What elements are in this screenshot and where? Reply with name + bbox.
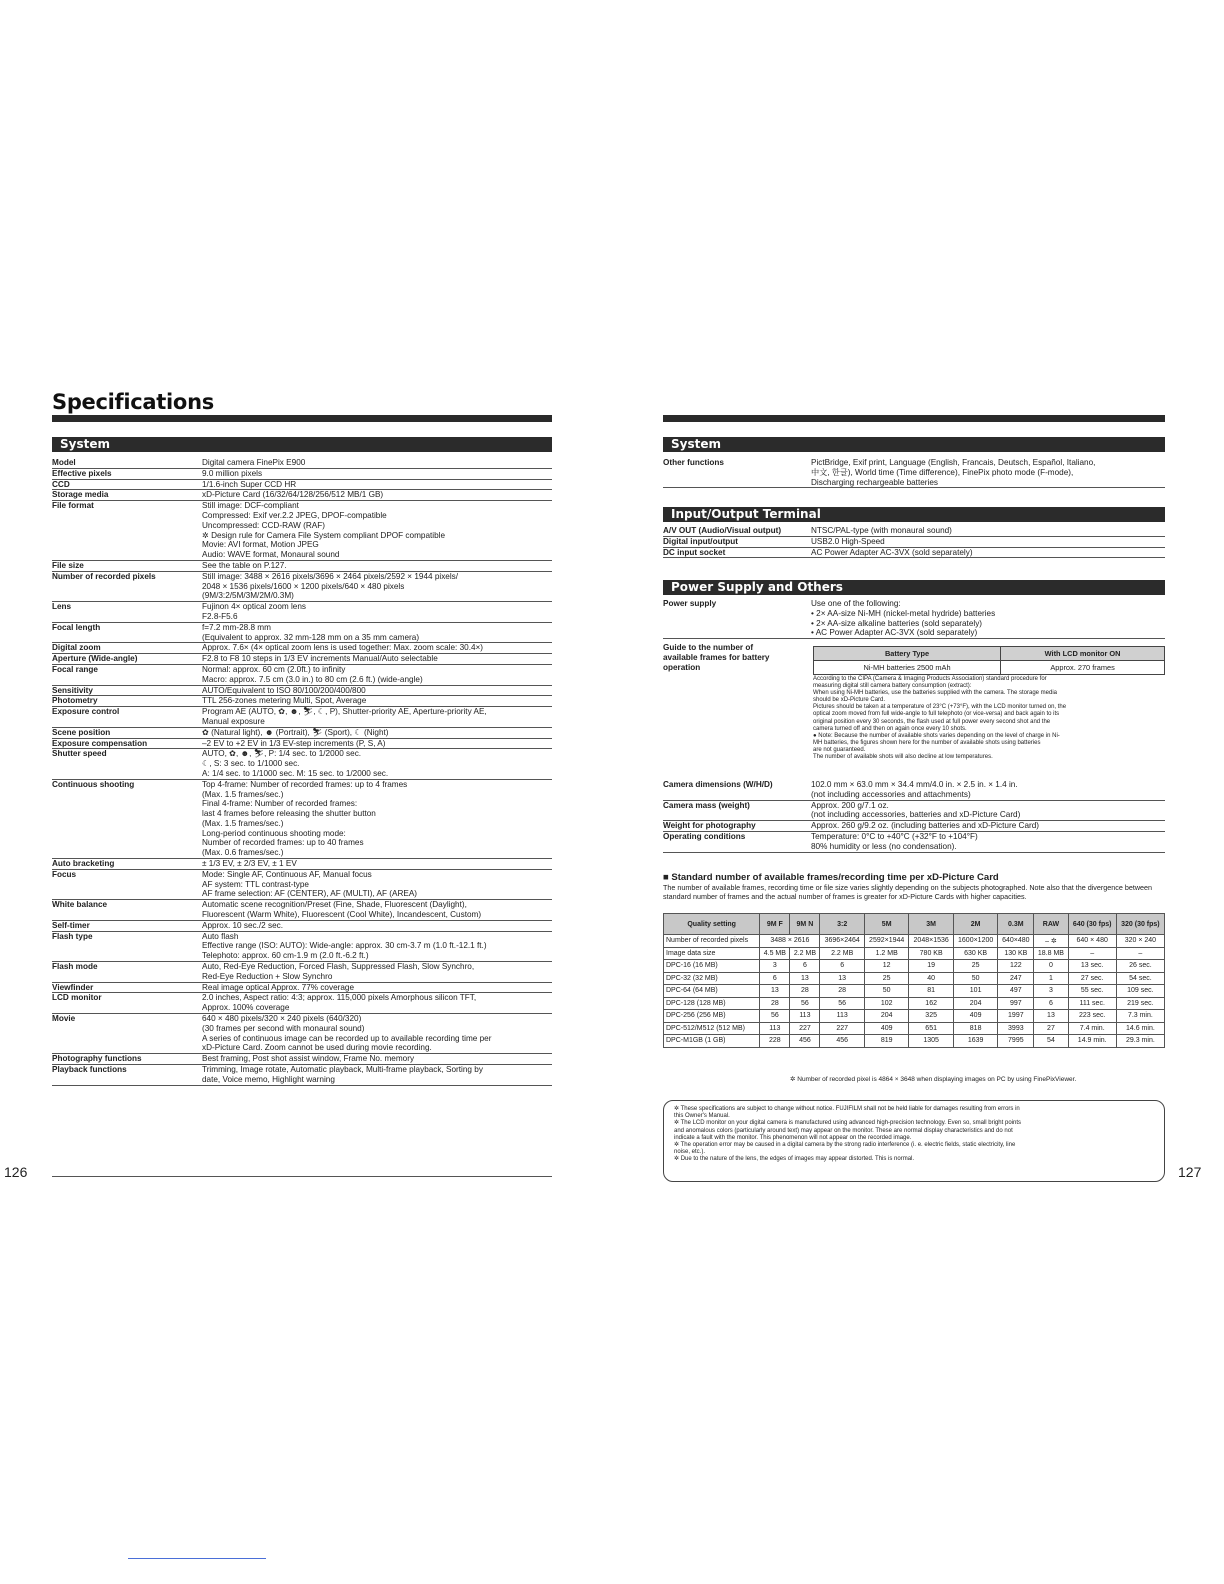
table-cell: – [1116, 947, 1164, 960]
guide-label-block [663, 643, 808, 672]
table-cell: 28 [790, 985, 820, 998]
spec-key: Aperture (Wide-angle) [52, 654, 138, 664]
table-cell: 7995 [998, 1035, 1034, 1048]
spec-key: Model [52, 458, 76, 467]
spec-key: Self-timer [52, 920, 90, 930]
table-cell: 113 [820, 1010, 864, 1023]
table-cell: 6 [790, 960, 820, 973]
capacity-header: 9M F [760, 914, 790, 935]
power-rest-list [663, 780, 1165, 853]
battery-header-lcd: With LCD monitor ON [1001, 647, 1165, 661]
table-cell: 54 [1034, 1035, 1068, 1048]
spec-value: TTL 256-zones metering Multi, Spot, Average [202, 696, 367, 706]
table-row [664, 935, 1165, 948]
spec-key: Exposure compensation [52, 738, 148, 748]
spec-value: ✿ (Natural light), ☻ (Portrait), ⛷ (Sport), ☾ (Night) [202, 727, 389, 737]
spec-row [52, 561, 552, 572]
spec-row [52, 859, 552, 870]
table-cell: 13 sec. [1068, 960, 1116, 973]
table-cell: 56 [760, 1010, 790, 1023]
table-cell: 204 [953, 997, 997, 1010]
table-cell: 997 [998, 997, 1034, 1010]
spec-value: Real image optical Approx. 77% coverage [202, 982, 355, 992]
table-cell: 0 [1034, 960, 1068, 973]
spec-value: Digital camera FinePix E900 [202, 458, 306, 467]
table-cell: 102 [864, 997, 908, 1010]
table-cell: 50 [864, 985, 908, 998]
table-cell: 818 [953, 1022, 997, 1035]
spec-key: Weight for photography [663, 821, 756, 831]
table-cell: 28 [820, 985, 864, 998]
capacity-header: 9M N [790, 914, 820, 935]
spec-row [52, 602, 552, 623]
table-cell: 3696×2464 [820, 935, 864, 948]
table-cell: 6 [1034, 997, 1068, 1010]
table-cell: 1 [1034, 972, 1068, 985]
table-cell: 227 [820, 1022, 864, 1035]
spec-key: Photography functions [52, 1054, 142, 1064]
table-cell: 4.5 MB [760, 947, 790, 960]
table-cell: Image data size [664, 947, 760, 960]
table-row [664, 997, 1165, 1010]
spec-key: Other functions [663, 458, 724, 467]
spec-key: Digital input/output [663, 536, 739, 546]
spec-value: Normal: approx. 60 cm (2.0ft.) to infinity Macro: approx. 7.5 cm (3.0 in.) to 80 cm (2.6 ft.) (wide-angle) [202, 664, 423, 684]
spec-row [663, 832, 1165, 853]
spec-key: Lens [52, 602, 72, 612]
spec-row [52, 469, 552, 480]
spec-row [52, 665, 552, 686]
spec-value: F2.8 to F8 10 steps in 1/3 EV increments Manual/Auto selectable [202, 654, 438, 664]
spec-value: xD-Picture Card (16/32/64/128/256/512 MB/1 GB) [202, 490, 384, 500]
spec-key: Camera mass (weight) [663, 800, 750, 810]
spec-key: Continuous shooting [52, 779, 135, 789]
spec-row [52, 572, 552, 602]
table-cell: 7.3 min. [1116, 1010, 1164, 1023]
table-cell: 409 [864, 1022, 908, 1035]
table-cell: 2.2 MB [820, 947, 864, 960]
table-cell: 640×480 [998, 935, 1034, 948]
table-cell: 27 sec. [1068, 972, 1116, 985]
spec-key: Auto bracketing [52, 859, 115, 869]
table-cell: 113 [790, 1010, 820, 1023]
capacity-table [663, 913, 1165, 1048]
section-head-system-right: System [663, 437, 1165, 452]
table-cell: 640 × 480 [1068, 935, 1116, 948]
table-cell: 13 [820, 972, 864, 985]
table-cell: 2592×1944 [864, 935, 908, 948]
table-cell: DPC-64 (64 MB) [664, 985, 760, 998]
spec-value: Approx. 10 sec./2 sec. [202, 920, 284, 930]
spec-value: Top 4-frame: Number of recorded frames: up to 4 frames (Max. 1.5 frames/sec.) Final 4-frame: Number of recorded frames: last 4 frames before releasing the shutter button (Max. 1.5 frames/sec.) Long-period continuous shooting mode: Number of recorded frames: up to 40 frames (Max. 0.6 frames/sec.) [202, 779, 408, 858]
spec-value: AC Power Adapter AC-3VX (sold separately) [811, 547, 973, 557]
spec-key: Number of recorded pixels [52, 571, 156, 581]
spec-row [52, 1065, 552, 1086]
spec-row [52, 932, 552, 962]
spec-value: Mode: Single AF, Continuous AF, Manual focus AF system: TTL contrast-type AF frame selection: AF (CENTER), AF (MULTI), AF (AREA) [202, 869, 418, 899]
spec-key: Photometry [52, 696, 98, 706]
table-cell: DPC-256 (256 MB) [664, 1010, 760, 1023]
right-system-list [663, 458, 1165, 488]
spec-key: Camera dimensions (W/H/D) [663, 780, 773, 789]
spec-key: A/V OUT (Audio/Visual output) [663, 526, 782, 535]
battery-type: Ni-MH batteries 2500 mAh [814, 661, 1001, 675]
spec-value: NTSC/PAL-type (with monaural sound) [811, 526, 952, 535]
table-cell: 819 [864, 1035, 908, 1048]
spec-value: Still image: 3488 × 2616 pixels/3696 × 2464 pixels/2592 × 1944 pixels/ 2048 × 1536 pixels/1600 × 1200 pixels/640 × 480 pixels (9M/3:2/5M/3M/2M/0.3M) [202, 571, 459, 601]
spec-row [52, 983, 552, 994]
spec-row [52, 962, 552, 983]
spec-key: Storage media [52, 490, 109, 500]
spec-key: Focus [52, 869, 77, 879]
spec-value: AUTO, ✿, ☻, ⛷, P: 1/4 sec. to 1/2000 sec. ☾, S: 3 sec. to 1/1000 sec. A: 1/4 sec. to 1/1000 sec. M: 15 sec. to 1/2000 sec. [202, 749, 389, 778]
spec-row [52, 458, 552, 469]
spec-value: Fujinon 4× optical zoom lens F2.8-F5.6 [202, 602, 306, 621]
spec-key: Operating conditions [663, 831, 746, 841]
left-bottom-line [52, 1176, 552, 1177]
right-top-rule [663, 415, 1165, 422]
spec-value: Temperature: 0°C to +40°C (+32°F to +104°F) 80% humidity or less (no condensation). [811, 831, 978, 851]
spec-row [52, 993, 552, 1014]
spec-row [52, 739, 552, 750]
table-row [664, 1010, 1165, 1023]
spec-key: File size [52, 560, 84, 570]
capacity-header: 320 (30 fps) [1116, 914, 1164, 935]
std-text: The number of available frames, recording time or file size varies slightly depending on the subjects photographed. Note also that the divergence between standard number of frames and the actual number of frames is greater for xD-Picture Cards with higher capacities. [663, 883, 1153, 901]
spec-row [52, 696, 552, 707]
battery-notes: According to the CIPA (Camera & Imaging Products Association) standard procedure for measuring digital still camera battery consumption (extract): When using Ni-MH batteries, use the batteries supplied with the camera. The storage media should be xD-Picture Card. Pictures should be taken at a temperature of 23°C (+73°F), with the LCD monitor turned on, the optical zoom moved from full wide-angle to full telephoto (or vice-versa) and back again to its original position every 30 seconds, the flash used at full power every second shot and the camera turned off and then on again once every 10 shots. ● Note: Because the number of available shots varies depending on the level of charge in Ni- MH batteries, the figures shown here for the number of available shots using batteries are not guaranteed. The number of available shots will also decline at low temperatures. [813, 676, 1067, 761]
table-cell: 28 [760, 997, 790, 1010]
table-row [664, 972, 1165, 985]
spec-row [663, 801, 1165, 822]
table-cell: 630 KB [953, 947, 997, 960]
table-cell: DPC-M1GB (1 GB) [664, 1035, 760, 1048]
table-row [664, 1022, 1165, 1035]
table-cell: 780 KB [909, 947, 953, 960]
table-cell: 3993 [998, 1022, 1034, 1035]
spec-row [52, 900, 552, 921]
spec-row [52, 707, 552, 728]
table-cell: 14.9 min. [1068, 1035, 1116, 1048]
spec-key: Viewfinder [52, 982, 94, 992]
table-cell: 29.3 min. [1116, 1035, 1164, 1048]
table-cell: 56 [820, 997, 864, 1010]
spec-key: LCD monitor [52, 993, 102, 1003]
capacity-header: 0.3M [998, 914, 1034, 935]
table-cell: 3488 × 2616 [760, 935, 820, 948]
table-cell: 204 [864, 1010, 908, 1023]
table-cell: DPC-512/M512 (512 MB) [664, 1022, 760, 1035]
table-cell: DPC-16 (16 MB) [664, 960, 760, 973]
spec-row [663, 780, 1165, 801]
battery-table [813, 646, 1165, 675]
table-cell: – [1068, 947, 1116, 960]
spec-value: Auto flash Effective range (ISO: AUTO): Wide-angle: approx. 30 cm-3.7 m (1.0 ft.-12.1 ft.) Telephoto: approx. 60 cm-1.9 m (2.0 ft.-6.2 ft.) [202, 931, 487, 961]
table-cell: 18.8 MB [1034, 947, 1068, 960]
table-cell: 25 [953, 960, 997, 973]
spec-row [52, 490, 552, 501]
table-cell: 54 sec. [1116, 972, 1164, 985]
table-row [664, 985, 1165, 998]
page-number-right: 127 [1178, 1164, 1202, 1180]
spec-value: Approx. 260 g/9.2 oz. (including batteries and xD-Picture Card) [811, 821, 1040, 831]
power-supply-key: Power supply [663, 599, 717, 608]
spec-value: Automatic scene recognition/Preset (Fine, Shade, Fluorescent (Daylight), Fluorescent (Warm White), Fluorescent (Cool White), Incandescent, Custom) [202, 900, 482, 920]
spec-key: Playback functions [52, 1065, 127, 1075]
spec-key: Digital zoom [52, 643, 101, 653]
left-spec-list [52, 458, 552, 1086]
table-cell: 227 [790, 1022, 820, 1035]
table-cell: 81 [909, 985, 953, 998]
table-cell: 14.6 min. [1116, 1022, 1164, 1035]
spec-key: Scene position [52, 727, 111, 737]
table-cell: 101 [953, 985, 997, 998]
section-head-power: Power Supply and Others [663, 580, 1165, 595]
table-cell: 19 [909, 960, 953, 973]
table-cell: 1997 [998, 1010, 1034, 1023]
spec-row [52, 480, 552, 491]
spec-row [52, 1054, 552, 1065]
table-row [664, 960, 1165, 973]
table-cell: DPC-32 (32 MB) [664, 972, 760, 985]
table-cell: 162 [909, 997, 953, 1010]
table-row [664, 1035, 1165, 1048]
table-cell: 1.2 MB [864, 947, 908, 960]
table-cell: 2048×1536 [909, 935, 953, 948]
std-title: ■ Standard number of available frames/recording time per xD-Picture Card [663, 872, 999, 883]
spec-value: PictBridge, Exif print, Language (English, Francais, Deutsch, Español, Italiano, 中文, 한글), World time (Time difference), FinePix photo mode (F-mode), Discharging rechargeable batteries [811, 458, 1096, 487]
spec-key: Effective pixels [52, 468, 112, 478]
section-head-system: System [52, 437, 552, 452]
battery-frames: Approx. 270 frames [1001, 661, 1165, 675]
note-box: ✲ These specifications are subject to change without notice. FUJIFILM shall not be held liable for damages resulting from errors in this Owner's Manual. ✲ The LCD monitor on your digital camera is manufactured using advanced high-precision technology. Even so, small bright points and anomalous colors (particularly around text) may appear on the monitor. These are normal display characteristics and do not indicate a fault with the monitor. This phenomenon will not appear on the recorded image. ✲ The operation error may be caused in a digital camera by the strong radio interference (i. e. electric fields, static electricity, line noise, etc.). ✲ Due to the nature of the lens, the edges of images may appear distorted. This is normal. [663, 1100, 1165, 1182]
table-cell: 13 [1034, 1010, 1068, 1023]
capacity-header: 640 (30 fps) [1068, 914, 1116, 935]
spec-key: Movie [52, 1014, 76, 1024]
page-number-left: 126 [4, 1164, 28, 1180]
table-cell: 7.4 min. [1068, 1022, 1116, 1035]
battery-header-type: Battery Type [814, 647, 1001, 661]
table-cell: 25 [864, 972, 908, 985]
spec-key: Exposure control [52, 707, 120, 717]
table-cell: 56 [790, 997, 820, 1010]
spec-value: Approx. 200 g/7.1 oz. (not including accessories, batteries and xD-Picture Card) [811, 800, 1021, 820]
spec-value: Trimming, Image rotate, Automatic playback, Multi-frame playback, Sorting by date, Voice memo, Highlight warning [202, 1065, 483, 1084]
power-supply-value: Use one of the following: • 2× AA-size Ni-MH (nickel-metal hydride) batteries • 2× AA-size alkaline batteries (sold separately) • AC Power Adapter AC-3VX (sold separately) [811, 599, 996, 638]
table-cell: 325 [909, 1010, 953, 1023]
power-supply-row [663, 599, 1165, 639]
spec-row [52, 780, 552, 859]
spec-row [52, 749, 552, 779]
table-cell: 122 [998, 960, 1034, 973]
table-cell: 40 [909, 972, 953, 985]
page-title: Specifications [52, 390, 214, 414]
spec-row [663, 537, 1165, 548]
spec-value: 9.0 million pixels [202, 468, 263, 478]
table-cell: 1305 [909, 1035, 953, 1048]
spec-value: 2.0 inches, Aspect ratio: 4:3; approx. 115,000 pixels Amorphous silicon TFT, Approx. 100% coverage [202, 993, 477, 1013]
table-footnote: ✲ Number of recorded pixel is 4864 × 3648 when displaying images on PC by using FinePixViewer. [790, 1076, 1077, 1083]
spec-row [52, 623, 552, 644]
table-cell: 3 [760, 960, 790, 973]
spec-key: File format [52, 501, 94, 511]
table-cell: 13 [760, 985, 790, 998]
spec-row [663, 526, 1165, 537]
spec-row [52, 654, 552, 665]
table-cell: 113 [760, 1022, 790, 1035]
table-cell: 456 [790, 1035, 820, 1048]
table-cell: 27 [1034, 1022, 1068, 1035]
spec-row [52, 870, 552, 900]
table-cell: 219 sec. [1116, 997, 1164, 1010]
table-cell: 320 × 240 [1116, 935, 1164, 948]
table-cell: 456 [820, 1035, 864, 1048]
spec-row [52, 501, 552, 561]
table-cell: 2.2 MB [790, 947, 820, 960]
table-cell: 409 [953, 1010, 997, 1023]
table-cell: 1639 [953, 1035, 997, 1048]
spec-value: Auto, Red-Eye Reduction, Forced Flash, Suppressed Flash, Slow Synchro, Red-Eye Reduction + Slow Synchro [202, 962, 475, 981]
table-cell: 3 [1034, 985, 1068, 998]
spec-value: f=7.2 mm-28.8 mm (Equivalent to approx. 32 mm-128 mm on a 35 mm camera) [202, 622, 420, 642]
table-cell: 1600×1200 [953, 935, 997, 948]
spec-key: Focal range [52, 664, 98, 674]
capacity-header: 2M [953, 914, 997, 935]
spec-key: Flash mode [52, 962, 98, 972]
spec-value: Best framing, Post shot assist window, Frame No. memory [202, 1054, 415, 1064]
table-cell: 50 [953, 972, 997, 985]
spec-value: 102.0 mm × 63.0 mm × 34.4 mm/4.0 in. × 2.5 in. × 1.4 in. (not including accessories and attachments) [811, 780, 1018, 799]
capacity-header: 5M [864, 914, 908, 935]
section-head-io: Input/Output Terminal [663, 507, 1165, 522]
table-cell: 26 sec. [1116, 960, 1164, 973]
capacity-header: 3M [909, 914, 953, 935]
table-cell: 130 KB [998, 947, 1034, 960]
spec-row [663, 548, 1165, 559]
spec-row [663, 821, 1165, 832]
table-cell: – ✲ [1034, 935, 1068, 948]
spec-value: ± 1/3 EV, ± 2/3 EV, ± 1 EV [202, 859, 297, 869]
spec-value: –2 EV to +2 EV in 1/3 EV-step increments (P, S, A) [202, 738, 386, 748]
spec-row [52, 1014, 552, 1054]
title-rule [52, 415, 552, 422]
spec-row [52, 728, 552, 739]
capacity-header: RAW [1034, 914, 1068, 935]
spec-key: CCD [52, 479, 70, 489]
table-cell: 12 [864, 960, 908, 973]
spec-key: White balance [52, 900, 108, 910]
table-cell: 13 [790, 972, 820, 985]
spec-row [52, 643, 552, 654]
spec-value: AUTO/Equivalent to ISO 80/100/200/400/800 [202, 685, 366, 695]
spec-value: Program AE (AUTO, ✿, ☻, ⛷, ☾, P), Shutter-priority AE, Aperture-priority AE, Manual exposure [202, 707, 487, 726]
spec-row [52, 686, 552, 697]
table-cell: 223 sec. [1068, 1010, 1116, 1023]
spec-key: DC input socket [663, 547, 726, 557]
spec-key: Sensitivity [52, 685, 93, 695]
table-cell: 497 [998, 985, 1034, 998]
spec-value: See the table on P.127. [202, 560, 287, 570]
table-cell: 6 [760, 972, 790, 985]
spec-value: Still image: DCF-compliant Compressed: Exif ver.2.2 JPEG, DPOF-compatible Uncompressed: CCD-RAW (RAF) ✲ Design rule for Camera File System compliant DPOF compatible Movie: AVI format, Motion JPEG Audio: WAVE format, Monaural sound [202, 501, 446, 560]
table-cell: 55 sec. [1068, 985, 1116, 998]
io-list [663, 526, 1165, 558]
table-cell: 111 sec. [1068, 997, 1116, 1010]
spec-value: Approx. 7.6× (4× optical zoom lens is used together: Max. zoom scale: 30.4×) [202, 643, 484, 653]
spec-value: USB2.0 High-Speed [811, 536, 885, 546]
table-row [664, 947, 1165, 960]
spec-key: Flash type [52, 931, 93, 941]
table-cell: 247 [998, 972, 1034, 985]
spec-value: 640 × 480 pixels/320 × 240 pixels (640/320) (30 frames per second with monaural sound) A series of continuous image can be recorded up to available recording time per xD-Picture Card. Zoom cannot be used during movie recording. [202, 1014, 492, 1053]
table-cell: 109 sec. [1116, 985, 1164, 998]
table-cell: 6 [820, 960, 864, 973]
capacity-header: Quality setting [664, 914, 760, 935]
table-cell: 228 [760, 1035, 790, 1048]
link-underline [128, 1558, 266, 1559]
table-cell: Number of recorded pixels [664, 935, 760, 948]
table-cell: DPC-128 (128 MB) [664, 997, 760, 1010]
spec-value: 1/1.6-inch Super CCD HR [202, 479, 297, 489]
table-cell: 651 [909, 1022, 953, 1035]
spec-key: Shutter speed [52, 749, 107, 759]
spec-row [663, 458, 1165, 488]
spec-row [52, 921, 552, 932]
guide-label: Guide to the number of available frames for battery operation [663, 643, 770, 672]
spec-key: Focal length [52, 622, 101, 632]
capacity-header: 3:2 [820, 914, 864, 935]
